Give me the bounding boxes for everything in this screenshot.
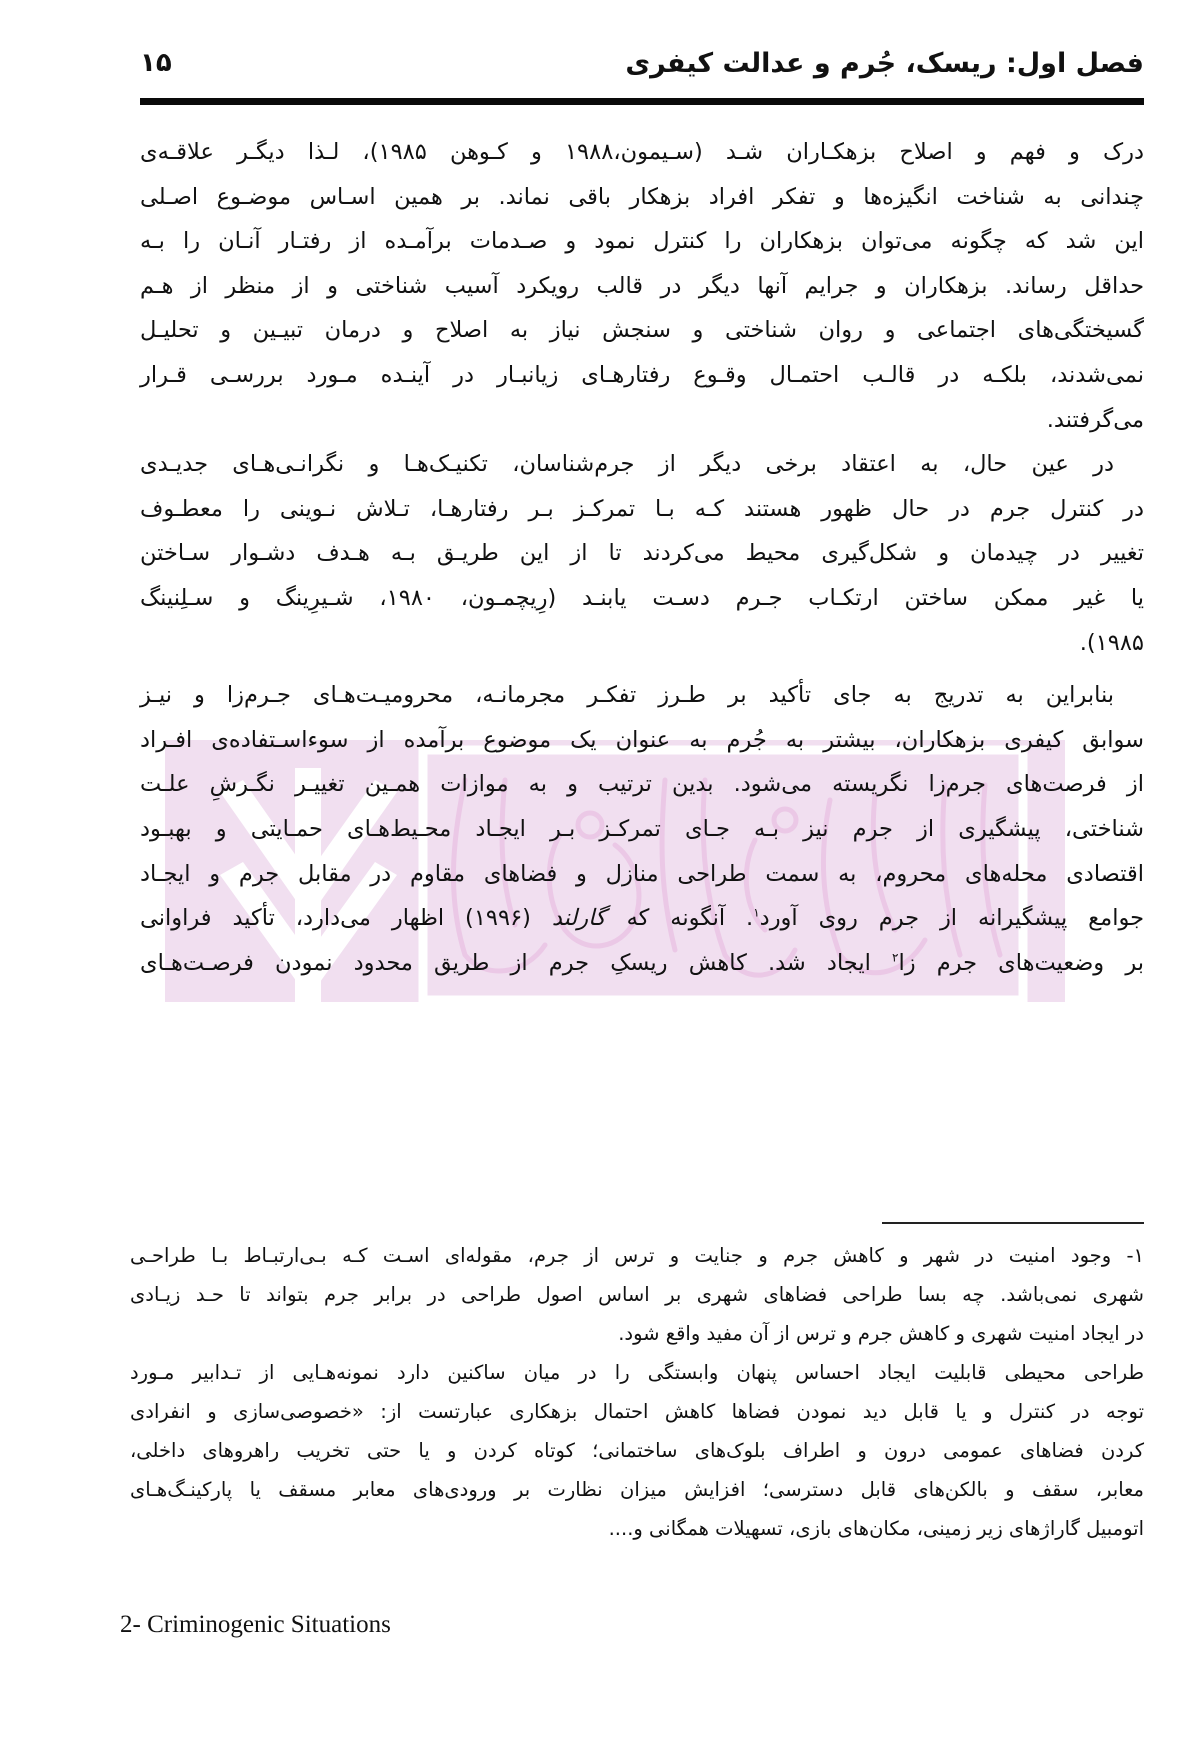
header-rule — [140, 98, 1144, 105]
footnote-line: اتومبیل گاراژهای زیر زمینی، مکان‌های بازی، تسهیلات همگانی و.... — [608, 1517, 1144, 1540]
footnote-line: توجه در کنترل و یا قابل دید نمودن فضاها کاهش احتمال بزهکاری عبارتست از: «خصوصی‌سازی و انفرادی — [130, 1400, 1144, 1423]
page-number: ۱۵ — [140, 48, 172, 78]
text-fragment: ایجاد شد. کاهش ریسکِ جرم از طریق محدود نمودن فرصـت‌هـای — [140, 949, 871, 976]
text-line: گسیختگی‌های اجتماعی و روان شناختی و سنجش نیاز به اصلاح و درمان تبیـین و تحلیـل — [140, 317, 1144, 344]
text-fragment: (۱۹۹۶) اظهار می‌دارد، تأکید فراوانی — [140, 905, 552, 932]
footnote-line: معابر، سقف و بالکن‌های قابل دسترسی؛ افزایش میزان نظارت بر ورودی‌های معابر مسقف یا پارکینـگ‌هـای — [130, 1478, 1144, 1501]
text-line: سوابق کیفری بزهکاران، بیشتر به جُرم به عنوان یک موضوع برآمده از سوءاسـتفاده‌ی افـراد — [140, 726, 1144, 753]
text-line: حداقل رساند. بزهکاران و جرایم آنها دیگر در قالب رویکرد آسیب شناختی و از منظر از هـم — [140, 272, 1144, 299]
text-line: این شد که چگونه می‌توان بزهکاران را کنترل نمود و صـدمات برآمـده از رفتـار آنـان را بـه — [140, 228, 1144, 255]
paragraph-1 — [140, 130, 1144, 442]
footnote-line: کردن فضاهای عمومی درون و اطراف بلوک‌های ساختمانی؛ کوتاه کردن و یا حتی تخریب راهروهای داخلی، — [130, 1439, 1144, 1462]
text-line: نمی‌شدند، بلکـه در قالـب احتمـال وقـوع رفتارهـای زیانبـار در آینـده مـورد بررسـی قـرار — [140, 361, 1144, 388]
text-line: تغییر در چیدمان و شکل‌گیری محیط می‌کردند تا از این طریـق بـه هـدف دشـوار سـاختن — [140, 540, 1144, 567]
footnote-2-english: 2- Criminogenic Situations — [120, 1611, 391, 1638]
footnote-line: شهری نمی‌باشد. چه بسا طراحی فضاهای شهری بر اساس اصول طراحی در برابر جرم بتواند تا حـد زیـادی — [130, 1283, 1144, 1306]
text-line: ۱۹۸۵). — [1079, 629, 1144, 656]
text-line: در عین حال، به اعتقاد برخی دیگر از جرم‌شناسان، تکنیـک‌هـا و نگرانـی‌هـای جدیـدی — [140, 451, 1114, 478]
text-line: درک و فهم و اصلاح بزهکـاران شـد (سـیمون،۱۹۸۸ و کـوهن ۱۹۸۵)، لـذا دیگـر علاقـه‌ی — [140, 139, 1145, 165]
text-line: چندانی به شناخت انگیزه‌ها و تفکر افراد بزهکار باقی نماند. بر همین اسـاس موضـوع اصـلی — [140, 183, 1144, 210]
footnote-ref-1[interactable]: ۱ — [753, 905, 760, 920]
text-line — [140, 941, 1144, 986]
footnote-separator — [882, 1222, 1144, 1224]
text-fragment: . آنگونه که — [605, 905, 754, 932]
text-line: یا غیر ممکن ساختن ارتکـاب جـرم دسـت یابنـد (رِیچمـون، ۱۹۸۰، شـیرِینگ و سـلِنینگ — [140, 584, 1144, 611]
text-line: اقتصادی محله‌های محروم، به سمت طراحی منازل و فضاهای مقاوم در مقابل جرم و ایجـاد — [140, 860, 1144, 887]
text-line: از فرصت‌های جرم‌زا نگریسته می‌شود. بدین ترتیب و به موازات همـین تغییـر نگـرشِ علـت — [140, 771, 1144, 798]
footnote-line: طراحی محیطی قابلیت ایجاد احساس پنهان وابستگی را در میان ساکنین دارد نمونه‌هـایی از تـدابیر مـورد — [130, 1361, 1144, 1384]
text-line-garland — [140, 896, 1144, 941]
footnote-line: در ایجاد امنیت شهری و کاهش جرم و ترس از آن مفید واقع شود. — [618, 1322, 1144, 1345]
running-title: فصل اول: ریسک، جُرم و عدالت کیفری — [625, 48, 1144, 79]
text-line: شناختی، پیشگیری از جرم نیز بـه جـای تمرکـز بـر ایجـاد محـیط‌هـای حمـایتی و بهبـود — [140, 815, 1144, 842]
text-fragment: بر وضعیت‌های جرم زا — [898, 949, 1144, 976]
text-line: می‌گرفتند. — [1046, 406, 1144, 433]
author-name-garland: گارلند — [551, 905, 606, 932]
text-fragment: جوامع پیشگیرانه از جرم روی آورد — [759, 905, 1144, 932]
footnote-ref-2[interactable]: ۲ — [892, 950, 899, 965]
footnote-line: ۱- وجود امنیت در شهر و کاهش جرم و جنایت و ترس از جرم، مقوله‌ای اسـت کـه بـی‌ارتبـاط بـا طراحـی — [130, 1244, 1144, 1267]
footnotes — [130, 1236, 1144, 1548]
paragraph-2 — [140, 442, 1144, 665]
text-line: بنابراین به تدریج به جای تأکید بر طـرز تفکـر مجرمانـه، محرومیـت‌هـای جـرم‌زا و نیـز — [140, 682, 1114, 709]
paragraph-3 — [140, 673, 1144, 985]
body-text — [140, 130, 1144, 985]
text-line: در کنترل جرم در حال ظهور هستند کـه بـا تمرکـز بـر رفتارهـا، تـلاش نـوینی را معطـوف — [140, 495, 1144, 522]
